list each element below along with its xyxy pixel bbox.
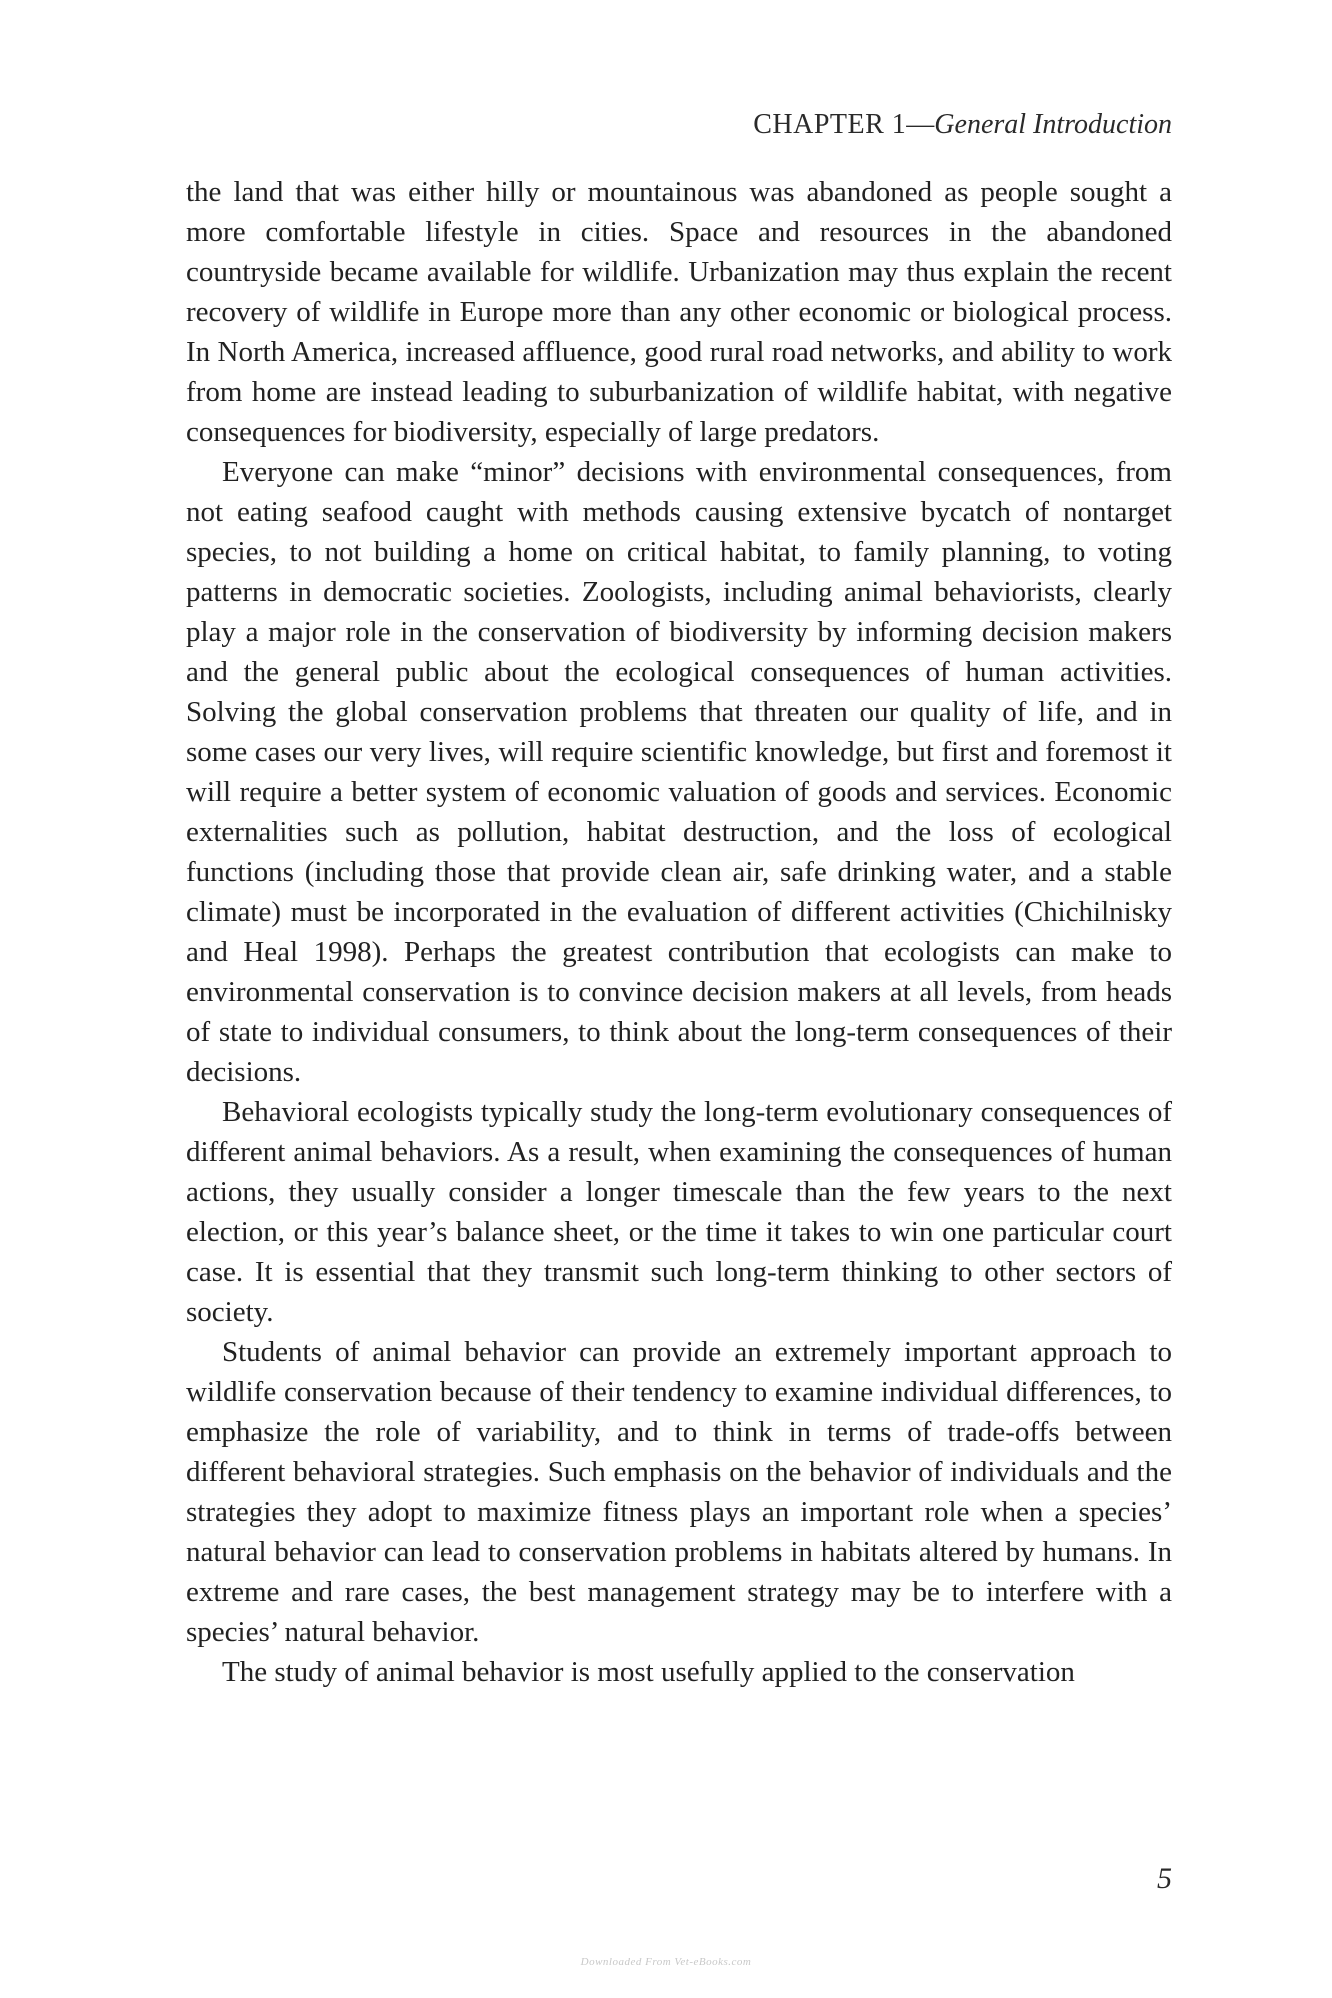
chapter-title: General Introduction bbox=[934, 109, 1172, 140]
paragraph-1: the land that was either hilly or mountainous was abandoned as people sought a more comfortable lifestyle in cities. Space and resources in the abandoned countryside became available for wildlife. Urbanization may thus explain the recent recovery of wildlife in Europe more than any other economic or biological process. In North America, increased affluence, good rural road networks, and ability to work from home are instead leading to suburbanization of wildlife habitat, with negative consequences for biodiversity, especially of large predators. bbox=[186, 176, 1172, 448]
running-head bbox=[753, 108, 1172, 142]
paragraph-2: Everyone can make “minor” decisions with environmental consequences, from not eating seafood caught with methods causing extensive bycatch of nontarget species, to not building a home on critical habitat, to family planning, to voting patterns in democratic societies. Zoologists, including animal behaviorists, clearly play a major role in the conservation of biodiversity by informing decision makers and the general public about the ecological consequences of human activities. Solving the global conservation problems that threaten our quality of life, and in some cases our very lives, will require scientific knowledge, but first and foremost it will require a better system of economic valuation of goods and services. Economic externalities such as pollution, habitat destruction, and the loss of ecological functions (including those that provide clean air, safe drinking water, and a stable climate) must be incorporated in the evaluation of different activities (Chichilnisky and Heal 1998). Perhaps the greatest contribution that ecologists can make to environmental conservation is to convince decision makers at all levels, from heads of state to individual consumers, to think about the long-term consequences of their decisions. bbox=[186, 456, 1172, 1088]
download-watermark: Downloaded From Vet-eBooks.com bbox=[580, 1956, 752, 1968]
chapter-label: CHAPTER 1 bbox=[753, 109, 907, 140]
body-text bbox=[186, 172, 1172, 1692]
paragraph-4: Students of animal behavior can provide an extremely important approach to wildlife conservation because of their tendency to examine individual differences, to emphasize the role of variability, and to think in terms of trade-offs between different behavioral strategies. Such emphasis on the behavior of individuals and the strategies they adopt to maximize fitness plays an important role when a species’ natural behavior can lead to conservation problems in habitats altered by humans. In extreme and rare cases, the best management strategy may be to interfere with a species’ natural behavior. bbox=[186, 1336, 1172, 1648]
paragraph-3: Behavioral ecologists typically study the long-term evolutionary consequences of different animal behaviors. As a result, when examining the consequences of human actions, they usually consider a longer timescale than the few years to the next election, or this year’s balance sheet, or the time it takes to win one particular court case. It is essential that they transmit such long-term thinking to other sectors of society. bbox=[186, 1096, 1172, 1328]
paragraph-5: The study of animal behavior is most usefully applied to the conservation bbox=[222, 1656, 1075, 1688]
chapter-separator: — bbox=[906, 109, 935, 140]
page-number: 5 bbox=[1157, 1862, 1172, 1895]
